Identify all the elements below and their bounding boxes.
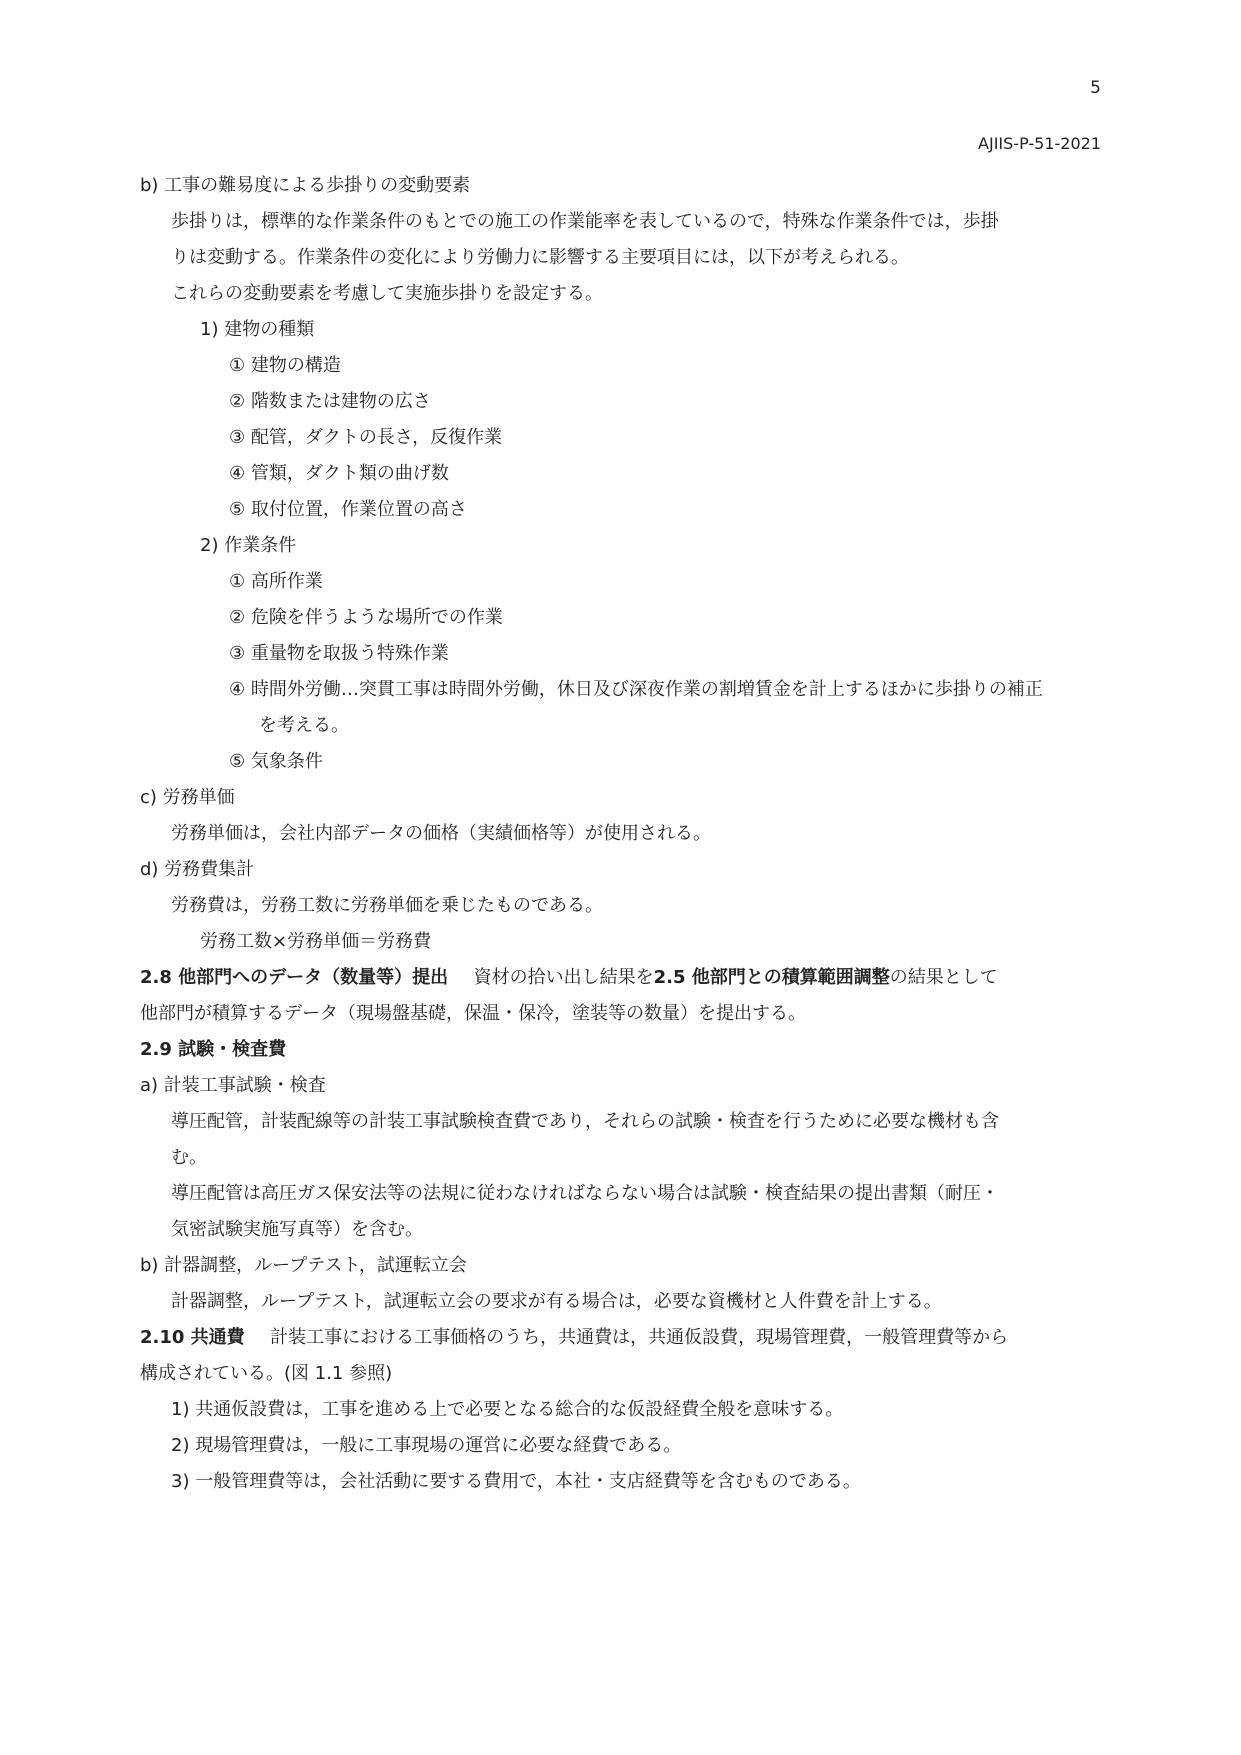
list-item: ② 危険を伴うような場所での作業 (229, 607, 503, 628)
paragraph-line: 他部門が積算するデータ（現場盤基礎，保温・保冷，塗装等の数量）を提出する。 (140, 1003, 806, 1024)
list-item: 3) 一般管理費等は，会社活動に要する費用で，本社・支店経費等を含むものである。 (171, 1471, 861, 1492)
list-item: ③ 配管，ダクトの長さ，反復作業 (229, 427, 503, 448)
list-item: ④ 時間外労働…突貫工事は時間外労働，休日及び深夜作業の割増賃金を計上するほかに歩掛りの補正 (229, 679, 1043, 700)
list-item: 1) 共通仮設費は，工事を進める上で必要となる総合的な仮設経費全般を意味する。 (171, 1399, 844, 1420)
list-item: ④ 管類，ダクト類の曲げ数 (229, 463, 449, 484)
paragraph-line: 導圧配管，計装配線等の計装工事試験検査費であり，それらの試験・検査を行うために必要な機材も含 (171, 1111, 999, 1132)
list-item: ⑤ 取付位置，作業位置の高さ (229, 499, 467, 520)
list-item-continuation: を考える。 (259, 715, 349, 736)
heading-b-instrument-adjustment: b) 計器調整，ループテスト，試運転立会 (140, 1255, 467, 1276)
heading-b-difficulty: b) 工事の難易度による歩掛りの変動要素 (140, 175, 471, 196)
page-number: 5 (1090, 78, 1101, 98)
document-body (140, 168, 1100, 1500)
list-item: ① 建物の構造 (229, 355, 341, 376)
document-code: AJIIS-P-51-2021 (978, 134, 1101, 153)
heading-a-instrumentation-test: a) 計装工事試験・検査 (140, 1075, 326, 1096)
list-item: ⑤ 気象条件 (229, 751, 323, 772)
paragraph-line: 労務単価は，会社内部データの価格（実績価格等）が使用される。 (171, 823, 711, 844)
section-2-9-title (140, 1032, 1100, 1068)
formula-line: 労務工数×労務単価＝労務費 (200, 931, 432, 952)
list-item: ① 高所作業 (229, 571, 323, 592)
paragraph-line: む。 (171, 1147, 207, 1168)
paragraph-line: りは変動する。作業条件の変化により労働力に影響する主要項目には，以下が考えられる。 (171, 247, 909, 268)
paragraph-line: 労務費は，労務工数に労務単価を乗じたものである。 (171, 895, 603, 916)
section-2-8-title: 2.8 他部門へのデータ（数量等）提出 (140, 967, 449, 988)
list-item: ② 階数または建物の広さ (229, 391, 431, 412)
section-2-9-title-text: 2.9 試験・検査費 (140, 1039, 287, 1060)
list-item: ③ 重量物を取扱う特殊作業 (229, 643, 449, 664)
section-2-10-title: 2.10 共通費 (140, 1327, 245, 1348)
subheading-work-conditions: 2) 作業条件 (200, 535, 297, 556)
list-item: 2) 現場管理費は，一般に工事現場の運営に必要な経費である。 (171, 1435, 682, 1456)
subheading-building-type: 1) 建物の種類 (200, 319, 315, 340)
heading-c-labor-unit-price: c) 労務単価 (140, 787, 235, 808)
section-2-5-reference: 2.5 他部門との積算範囲調整 (653, 967, 890, 988)
paragraph-line: 構成されている。(図 1.1 参照) (140, 1363, 393, 1384)
section-2-8-text-a: 資材の拾い出し結果を (473, 967, 654, 988)
paragraph-line: 気密試験実施写真等）を含む。 (171, 1219, 423, 1240)
paragraph-line: これらの変動要素を考慮して実施歩掛りを設定する。 (171, 283, 603, 304)
section-2-8-text-b: の結果として (889, 967, 998, 988)
paragraph-line: 歩掛りは，標準的な作業条件のもとでの施工の作業能率を表しているので，特殊な作業条件では，歩掛 (171, 211, 999, 232)
section-2-8-line (140, 960, 1100, 996)
section-2-10-line (140, 1320, 1100, 1356)
paragraph-line: 導圧配管は高圧ガス保安法等の法規に従わなければならない場合は試験・検査結果の提出書類（耐圧・ (171, 1183, 999, 1204)
section-2-10-text: 計装工事における工事価格のうち，共通費は，共通仮設費，現場管理費，一般管理費等から (270, 1327, 1009, 1348)
heading-d-labor-cost-total: d) 労務費集計 (140, 859, 255, 880)
paragraph-line: 計器調整，ループテスト，試運転立会の要求が有る場合は，必要な資機材と人件費を計上する。 (171, 1291, 942, 1312)
